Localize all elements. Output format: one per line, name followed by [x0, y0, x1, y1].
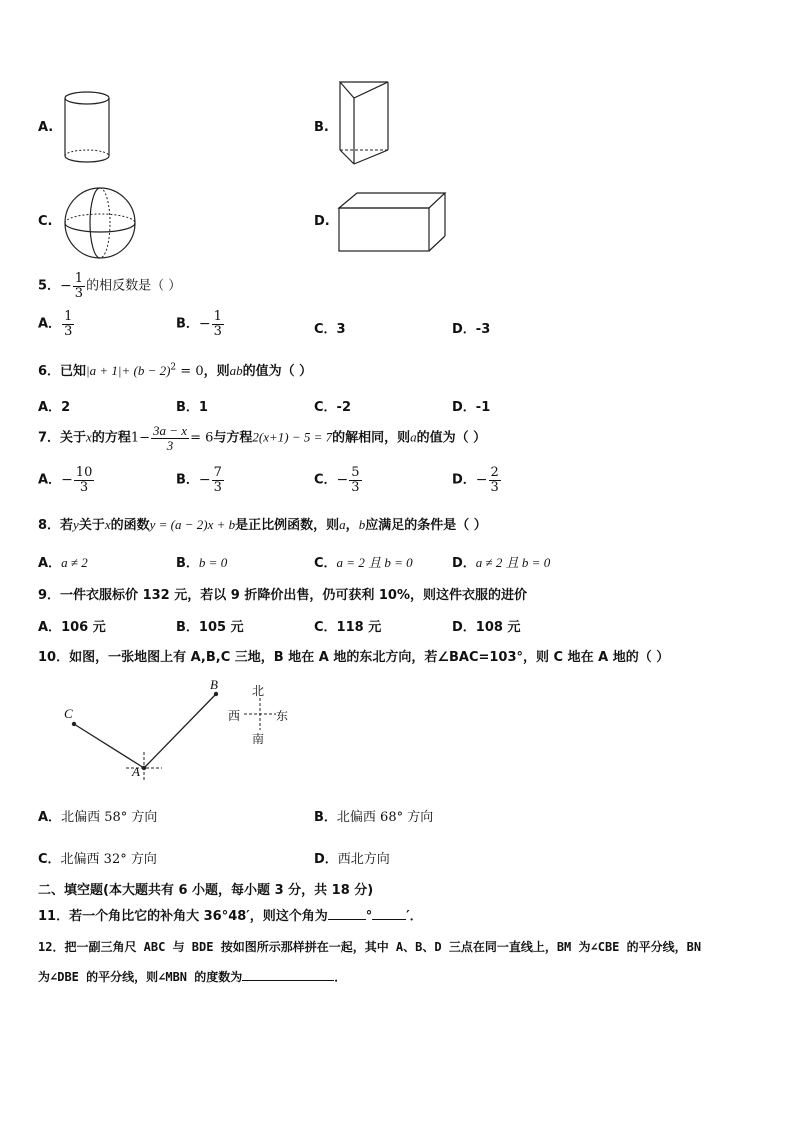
q10-option-c	[38, 848, 157, 867]
q10-map-figure	[56, 672, 316, 784]
q10-d-value: 西北方向	[337, 852, 390, 867]
q9-stem: 9．一件衣服标价 132 元，若以 9 折降价出售，仍可获利 10%，则这件衣服的进价	[38, 588, 527, 603]
q10-d-label: D．	[314, 852, 338, 867]
q8-option-d	[452, 552, 550, 571]
sphere-figure	[62, 186, 138, 260]
q5-option-a	[38, 310, 75, 338]
q7-a-num: 10	[75, 465, 93, 480]
q8-c-value: a = 2 且 b = 0	[336, 555, 413, 570]
q6-exponent: 2	[170, 362, 177, 373]
q6-mid: ，则	[203, 364, 230, 379]
cylinder-figure	[60, 88, 114, 168]
q11-minute-sign: ′．	[406, 909, 423, 924]
q7-t3: 的解相同，则	[332, 430, 411, 446]
q7-b-minus: −	[198, 472, 211, 489]
q9-a-label: A．	[38, 620, 62, 635]
q11-minute-blank[interactable]	[372, 907, 406, 920]
compass-north: 北	[252, 684, 265, 698]
q5-b-label: B．	[176, 316, 199, 332]
q10-stem: 10．如图，一张地图上有 A,B,C 三地，B 地在 A 地的东北方向，若∠BAC=103°，则 C 地在 A 地的（ ）	[38, 650, 670, 665]
q5-frac-den: 3	[74, 285, 84, 301]
q11-degree-blank[interactable]	[328, 907, 366, 920]
q9-c-label: C．	[314, 620, 337, 635]
q7-var-x: x	[86, 429, 92, 445]
q10-c-value: 北偏西 32° 方向	[60, 852, 157, 867]
q5-option-c	[314, 318, 346, 337]
q8-var-y: y	[73, 517, 79, 532]
q10-option-b	[314, 806, 433, 825]
cuboid-figure	[336, 190, 448, 254]
q5-c-value: 3	[336, 322, 346, 337]
q8-function: y = (a − 2)x + b	[149, 517, 236, 532]
q8-option-c	[314, 552, 413, 571]
point-b-label: B	[210, 677, 218, 692]
q7-eq-den: 3	[166, 437, 174, 453]
q9-b-value: 105 元	[198, 620, 244, 635]
q7-t1: 的方程	[91, 430, 131, 446]
q5-number: 5．	[38, 278, 61, 294]
q9-d-label: D．	[452, 620, 476, 635]
q6-b-value: 1	[198, 400, 208, 415]
q9-option-c	[314, 616, 381, 635]
q7-option-d	[452, 466, 502, 494]
q4-option-a-label: A.	[38, 120, 54, 135]
q8-a-label: A．	[38, 556, 62, 571]
point-a-label: A	[132, 764, 140, 779]
point-a-dot	[142, 766, 146, 770]
point-c-label: C	[64, 706, 73, 721]
q7-eq2: 2(x+1) − 5 = 7	[252, 429, 333, 445]
q7-c-minus: −	[336, 472, 349, 489]
q9-option-d	[452, 616, 520, 635]
q9-a-value: 106 元	[61, 620, 106, 635]
q12-end-mark: ．	[334, 970, 347, 984]
q6-d-value: -1	[475, 400, 491, 415]
q8-t1: 关于	[78, 518, 105, 533]
section-2-heading: 二、填空题(本大题共有 6 小题，每小题 3 分，共 18 分)	[38, 883, 374, 898]
triangular-prism-figure	[336, 78, 392, 168]
q8-var-b: b	[358, 517, 366, 532]
q10-option-a	[38, 806, 157, 825]
segment-ab	[144, 694, 216, 768]
q12-answer-blank[interactable]	[242, 968, 334, 981]
q7-eq-tail: = 6	[190, 430, 214, 446]
q7-prefix: 7．关于	[38, 430, 87, 446]
segment-ac	[74, 724, 144, 768]
q8-d-value: a ≠ 2 且 b = 0	[475, 555, 551, 570]
q7-c-num: 5	[351, 465, 360, 480]
q7-a-den: 3	[79, 479, 89, 495]
compass-south: 南	[252, 732, 265, 746]
q10-b-value: 北偏西 68° 方向	[336, 810, 434, 825]
q8-var-a: a	[339, 517, 346, 532]
q9-b-label: B．	[176, 620, 199, 635]
q7-option-a	[38, 466, 95, 494]
q5-minus: −	[60, 278, 72, 295]
q7-var-a: a	[410, 429, 417, 445]
q4-option-c-label: C.	[38, 214, 53, 229]
q6-suffix: 的值为（ ）	[242, 364, 313, 379]
q8-b-label: B．	[176, 556, 199, 571]
q5-option-b	[176, 310, 225, 338]
q10-c-label: C．	[38, 852, 61, 867]
q6-option-a	[38, 396, 70, 415]
q6-option-b	[176, 396, 208, 415]
q5-stem	[38, 272, 181, 300]
q12-line-2	[38, 968, 346, 985]
q6-b-label: B．	[176, 400, 199, 415]
q4-option-d-label: D.	[314, 214, 330, 229]
q7-t2: 与方程	[213, 430, 253, 446]
q9-option-b	[176, 616, 244, 635]
q7-b-label: B．	[176, 472, 199, 488]
q8-t3: 是正比例函数，则	[235, 518, 340, 533]
q7-option-b	[176, 466, 225, 494]
q5-a-label: A．	[38, 316, 62, 332]
q5-d-label: D．	[452, 322, 476, 337]
q6-a-label: A．	[38, 400, 62, 415]
q7-d-label: D．	[452, 472, 476, 488]
q8-prefix: 8．若	[38, 518, 74, 533]
q11-stem-text: 11．若一个角比它的补角大 36°48′，则这个角为	[38, 909, 328, 924]
q7-eq-num: 3a − x	[153, 423, 188, 438]
q12-line-2-text: 为∠DBE 的平分线，则∠MBN 的度数为	[38, 970, 243, 984]
q12-line-1: 12．把一副三角尺 ABC 与 BDE 按如图所示那样拼在一起，其中 A、B、D 三点在同一直线上，BM 为∠CBE 的平分线，BN	[38, 940, 702, 954]
q8-stem	[38, 514, 487, 533]
compass-west: 西	[228, 709, 241, 723]
q7-eq-lead: 1−	[130, 430, 151, 446]
q5-option-d	[452, 318, 490, 337]
q8-b-value: b = 0	[198, 555, 228, 570]
q5-stem-text: 的相反数是（ ）	[86, 278, 182, 294]
q11-degree-sign: °	[365, 909, 373, 924]
q5-b-den: 3	[213, 323, 222, 339]
point-c-dot	[72, 722, 76, 726]
q6-stem	[38, 360, 312, 379]
q4-option-b-label: B.	[314, 120, 329, 135]
q7-a-minus: −	[61, 472, 73, 489]
q8-option-b	[176, 552, 227, 571]
q7-b-num: 7	[213, 465, 222, 480]
q6-expr-abs: |a + 1|	[86, 363, 122, 378]
q9-d-value: 108 元	[475, 620, 521, 635]
q10-a-label: A．	[38, 810, 62, 825]
q5-frac-num: 1	[74, 271, 84, 286]
q7-a-label: A．	[38, 472, 62, 488]
q5-a-num: 1	[64, 309, 73, 324]
q9-c-value: 118 元	[336, 620, 382, 635]
q8-t2: 的函数	[110, 518, 150, 533]
compass-east: 东	[276, 709, 289, 723]
q8-var-x: x	[104, 517, 111, 532]
q8-a-value: a ≠ 2	[61, 555, 88, 570]
q7-b-den: 3	[213, 479, 222, 495]
q10-option-d	[314, 848, 390, 867]
q10-b-label: B．	[314, 810, 337, 825]
q7-d-num: 2	[490, 465, 499, 480]
q6-c-value: -2	[336, 400, 351, 415]
q5-c-label: C．	[314, 322, 337, 337]
q6-c-label: C．	[314, 400, 337, 415]
q8-t4: ，	[345, 518, 359, 533]
q6-expr-zero: = 0	[176, 364, 204, 379]
q5-fraction	[73, 272, 85, 300]
q8-d-label: D．	[452, 556, 476, 571]
q5-b-minus: −	[198, 316, 211, 333]
q7-d-den: 3	[490, 479, 499, 495]
q5-a-den: 3	[64, 323, 73, 339]
q6-option-c	[314, 396, 351, 415]
q7-d-minus: −	[475, 472, 488, 489]
q6-var-ab: ab	[229, 363, 243, 378]
q7-c-den: 3	[351, 479, 360, 495]
q6-d-label: D．	[452, 400, 476, 415]
q8-c-label: C．	[314, 556, 337, 571]
q6-option-d	[452, 396, 490, 415]
q6-expr-square: + (b − 2)	[121, 363, 171, 378]
q10-a-value: 北偏西 58° 方向	[61, 810, 158, 825]
q5-b-num: 1	[213, 309, 222, 324]
q5-d-value: -3	[475, 322, 491, 337]
q6-a-value: 2	[61, 400, 71, 415]
q7-c-label: C．	[314, 472, 337, 488]
q8-t5: 应满足的条件是（ ）	[365, 518, 487, 533]
q7-t4: 的值为（ ）	[416, 430, 487, 446]
q11-stem	[38, 905, 423, 924]
q7-stem	[38, 424, 486, 452]
q6-prefix: 6．已知	[38, 364, 87, 379]
q9-option-a	[38, 616, 106, 635]
q7-option-c	[314, 466, 363, 494]
q8-option-a	[38, 552, 88, 571]
